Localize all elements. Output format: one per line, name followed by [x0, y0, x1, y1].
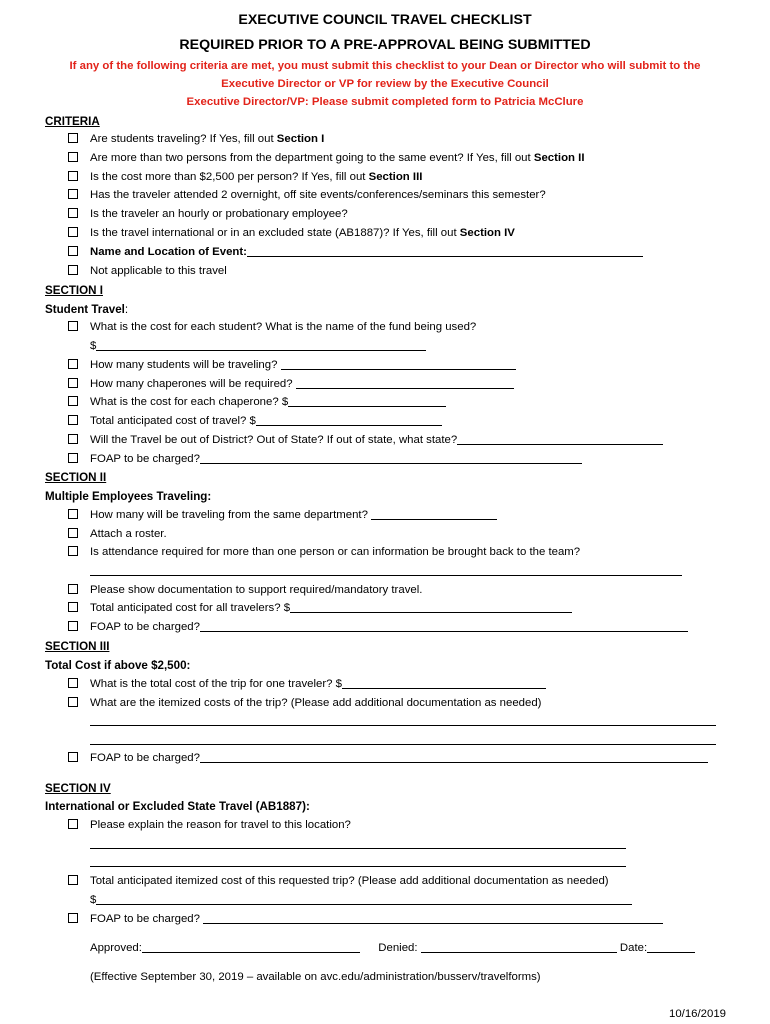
itemized-cost-field[interactable] [96, 894, 632, 905]
section-2-subheading: Multiple Employees Traveling: [45, 490, 212, 503]
checkbox[interactable] [68, 752, 78, 762]
checkbox[interactable] [68, 546, 78, 556]
criteria-heading: CRITERIA [45, 115, 100, 128]
foap-field[interactable] [200, 752, 708, 763]
cost-field[interactable] [96, 340, 426, 351]
criteria-students-item: Are students traveling? If Yes, fill out Section I [68, 133, 324, 145]
checkbox[interactable] [68, 875, 78, 885]
total-cost-field[interactable] [256, 415, 442, 426]
section-2-heading: SECTION II [45, 471, 107, 484]
trip-cost-field[interactable] [342, 678, 546, 689]
checkbox[interactable] [68, 621, 78, 631]
checkbox[interactable] [68, 396, 78, 406]
s1-chaperone-cost-item: What is the cost for each chaperone? $ [68, 396, 446, 408]
checkbox[interactable] [68, 913, 78, 923]
s2-total-cost-item: Total anticipated cost for all travelers? $ [68, 602, 572, 614]
document-subtitle: REQUIRED PRIOR TO A PRE-APPROVAL BEING SUBMITTED [179, 37, 591, 53]
s4-itemized-cost-item: Total anticipated itemized cost of this requested trip? (Please add additional documentation as needed) [68, 875, 609, 887]
checkbox[interactable] [68, 453, 78, 463]
students-count-field[interactable] [281, 359, 516, 370]
checkbox[interactable] [68, 208, 78, 218]
s2-documentation-item: Please show documentation to support required/mandatory travel. [68, 584, 422, 596]
document-title: EXECUTIVE COUNCIL TRAVEL CHECKLIST [238, 12, 532, 28]
denied-field[interactable] [421, 942, 617, 953]
checkbox[interactable] [68, 321, 78, 331]
itemized-field[interactable] [90, 715, 716, 726]
effective-note: (Effective September 30, 2019 – available on avc.edu/administration/busserv/travelforms) [90, 971, 541, 983]
checkbox[interactable] [68, 227, 78, 237]
s4-reason-line-2 [90, 856, 626, 868]
s1-total-cost-item: Total anticipated cost of travel? $ [68, 415, 442, 427]
section-3-heading: SECTION III [45, 640, 110, 653]
checkbox[interactable] [68, 434, 78, 444]
s4-itemized-cost-answer: $ [90, 894, 632, 906]
checkbox[interactable] [68, 246, 78, 256]
criteria-event-name-item: Name and Location of Event: [68, 246, 643, 258]
criteria-hourly-item: Is the traveler an hourly or probationary employee? [68, 208, 348, 220]
chaperone-cost-field[interactable] [288, 396, 446, 407]
checkbox[interactable] [68, 509, 78, 519]
checkbox[interactable] [68, 415, 78, 425]
criteria-international-item: Is the travel international or in an excluded state (AB1887)? If Yes, fill out Section IV [68, 227, 515, 239]
checkbox[interactable] [68, 584, 78, 594]
s2-roster-item: Attach a roster. [68, 528, 167, 540]
reason-field[interactable] [90, 856, 626, 867]
checkbox[interactable] [68, 602, 78, 612]
foap-field[interactable] [200, 453, 582, 464]
section-4-heading: SECTION IV [45, 782, 111, 795]
reason-field[interactable] [90, 838, 626, 849]
footer-date: 10/16/2019 [668, 1008, 726, 1020]
criteria-cost-item: Is the cost more than $2,500 per person? If Yes, fill out Section III [68, 171, 422, 183]
same-department-field[interactable] [371, 509, 497, 520]
approved-field[interactable] [142, 942, 360, 953]
checkbox[interactable] [68, 378, 78, 388]
section-4-subheading: International or Excluded State Travel (AB1887): [45, 800, 310, 813]
checkbox[interactable] [68, 171, 78, 181]
state-field[interactable] [457, 434, 663, 445]
s1-out-of-state-item: Will the Travel be out of District? Out of State? If out of state, what state? [68, 434, 663, 446]
s2-attendance-item: Is attendance required for more than one person or can information be brought back to the team? [68, 546, 580, 558]
section-1-heading: SECTION I [45, 284, 103, 297]
checkbox[interactable] [68, 265, 78, 275]
chaperones-field[interactable] [296, 378, 514, 389]
criteria-not-applicable-item: Not applicable to this travel [68, 265, 227, 277]
section-3-subheading: Total Cost if above $2,500: [45, 659, 191, 672]
checkbox[interactable] [68, 528, 78, 538]
approval-row: Approved: Denied: Date: [90, 942, 695, 954]
total-cost-field[interactable] [290, 602, 572, 613]
foap-field[interactable] [200, 621, 688, 632]
checkbox[interactable] [68, 189, 78, 199]
checkbox[interactable] [68, 133, 78, 143]
s3-foap-item: FOAP to be charged? [68, 752, 708, 764]
date-field[interactable] [647, 942, 695, 953]
s1-chaperones-item: How many chaperones will be required? [68, 378, 514, 390]
s1-cost-per-student-answer: $ [90, 340, 426, 352]
notice-line-1: If any of the following criteria are met, you must submit this checklist to your Dean or Director who will submit to the [69, 60, 701, 72]
checkbox[interactable] [68, 678, 78, 688]
foap-field[interactable] [203, 913, 663, 924]
event-name-field[interactable] [247, 246, 643, 257]
criteria-overnight-item: Has the traveler attended 2 overnight, off site events/conferences/seminars this semester? [68, 189, 546, 201]
s2-same-department-item: How many will be traveling from the same department? [68, 509, 497, 521]
s1-foap-item: FOAP to be charged? [68, 453, 582, 465]
notice-line-2: Executive Director or VP for review by the Executive Council [221, 78, 549, 90]
s4-reason-line-1 [90, 838, 626, 850]
criteria-multiple-persons-item: Are more than two persons from the department going to the same event? If Yes, fill out Section II [68, 152, 585, 164]
s2-attendance-answer [90, 565, 682, 577]
itemized-field[interactable] [90, 734, 716, 745]
s1-students-count-item: How many students will be traveling? [68, 359, 516, 371]
notice-line-3: Executive Director/VP: Please submit completed form to Patricia McClure [186, 96, 584, 108]
s3-itemized-line-2 [90, 734, 716, 746]
s4-reason-item: Please explain the reason for travel to this location? [68, 819, 351, 831]
s1-cost-per-student-item: What is the cost for each student? What is the name of the fund being used? [68, 321, 476, 333]
attendance-field[interactable] [90, 565, 682, 576]
checkbox[interactable] [68, 359, 78, 369]
s3-itemized-costs-item: What are the itemized costs of the trip? (Please add additional documentation as needed) [68, 697, 541, 709]
checkbox[interactable] [68, 697, 78, 707]
s3-itemized-line-1 [90, 715, 716, 727]
s4-foap-item: FOAP to be charged? [68, 913, 663, 925]
checkbox[interactable] [68, 819, 78, 829]
section-1-subheading: Student Travel: [45, 303, 129, 316]
checkbox[interactable] [68, 152, 78, 162]
s3-total-trip-cost-item: What is the total cost of the trip for one traveler? $ [68, 678, 546, 690]
s2-foap-item: FOAP to be charged? [68, 621, 688, 633]
